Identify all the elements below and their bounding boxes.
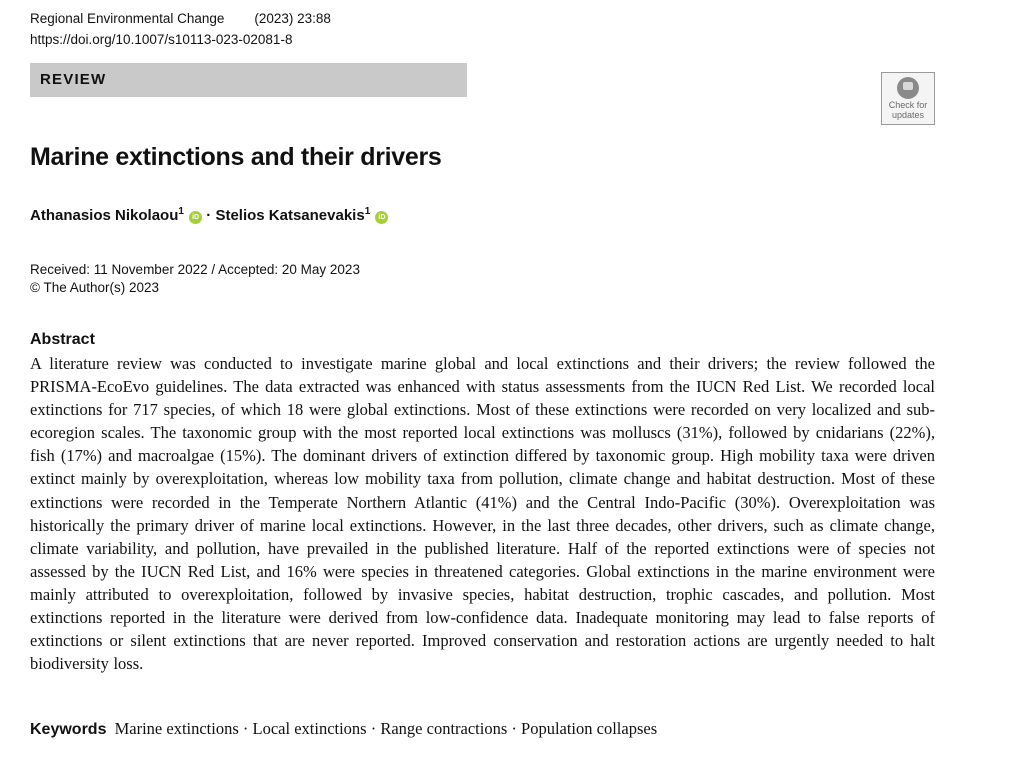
abstract-heading: Abstract: [30, 331, 95, 348]
check-updates-label: Check for updates: [888, 100, 928, 120]
author-name[interactable]: Athanasios Nikolaou: [30, 207, 179, 224]
keywords-label: Keywords: [30, 721, 107, 738]
affiliation-marker[interactable]: 1: [364, 206, 371, 217]
keywords-list: Marine extinctions · Local extinctions · Range contractions · Population collapses: [114, 719, 658, 738]
article-title: Marine extinctions and their drivers: [30, 143, 442, 171]
received-accepted-dates: Received: 11 November 2022 / Accepted: 20 May 2023: [30, 262, 360, 277]
doi-link[interactable]: https://doi.org/10.1007/s10113-023-02081-8: [30, 32, 293, 47]
article-type-label: REVIEW: [40, 71, 107, 88]
keywords-line: [30, 719, 657, 739]
author-name[interactable]: Stelios Katsanevakis: [215, 207, 365, 224]
journal-name: Regional Environmental Change: [30, 11, 225, 26]
copyright-notice: © The Author(s) 2023: [30, 280, 160, 295]
journal-header: [30, 11, 331, 26]
affiliation-marker[interactable]: 1: [178, 206, 184, 217]
author-list: [30, 206, 388, 224]
orcid-icon[interactable]: iD: [189, 211, 202, 224]
article-type-banner: [30, 63, 467, 97]
journal-citation: (2023) 23:88: [254, 11, 331, 26]
abstract-text: A literature review was conducted to investigate marine global and local extinctions and their drivers; the review followed the PRISMA-EcoEvo guidelines. The data extracted was enhanced with status assessments from the IUCN Red List. We recorded local extinctions for 717 species, of which 18 were global extinctions. Most of these extinctions were recorded on very localized and sub-ecoregion scales. The taxonomic group with the most reported local extinctions was molluscs (31%), followed by cnidarians (22%), fish (17%) and macroalgae (15%). The dominant drivers of extinction differed by taxonomic group. High mobility taxa were driven extinct mainly by overexploitation, whereas low mobility taxa from pollution, climate change and habitat destruction. Most of these extinctions were recorded in the Temperate Northern Atlantic (41%) and the Central Indo-Pacific (30%). Overexploitation was historically the primary driver of marine local extinctions. However, in the last three decades, other drivers, such as climate change, climate variability, and pollution, have prevailed in the published literature. Half of the reported extinctions were of species not assessed by the IUCN Red List, and 16% were species in threatened categories. Global extinctions in the marine environment were mainly attributed to overexploitation, followed by invasive species, habitat destruction, trophic cascades, and pollution. Most extinctions reported in the literature were derived from low-confidence data. Inadequate monitoring may lead to false reports of extinctions or silent extinctions that are never reported. Improved conservation and restoration actions are urgently needed to halt biodiversity loss.: [30, 354, 935, 674]
check-for-updates-button[interactable]: [881, 72, 935, 125]
crossmark-icon: [897, 77, 919, 99]
author-separator: ·: [206, 207, 212, 224]
orcid-icon[interactable]: iD: [375, 211, 388, 224]
